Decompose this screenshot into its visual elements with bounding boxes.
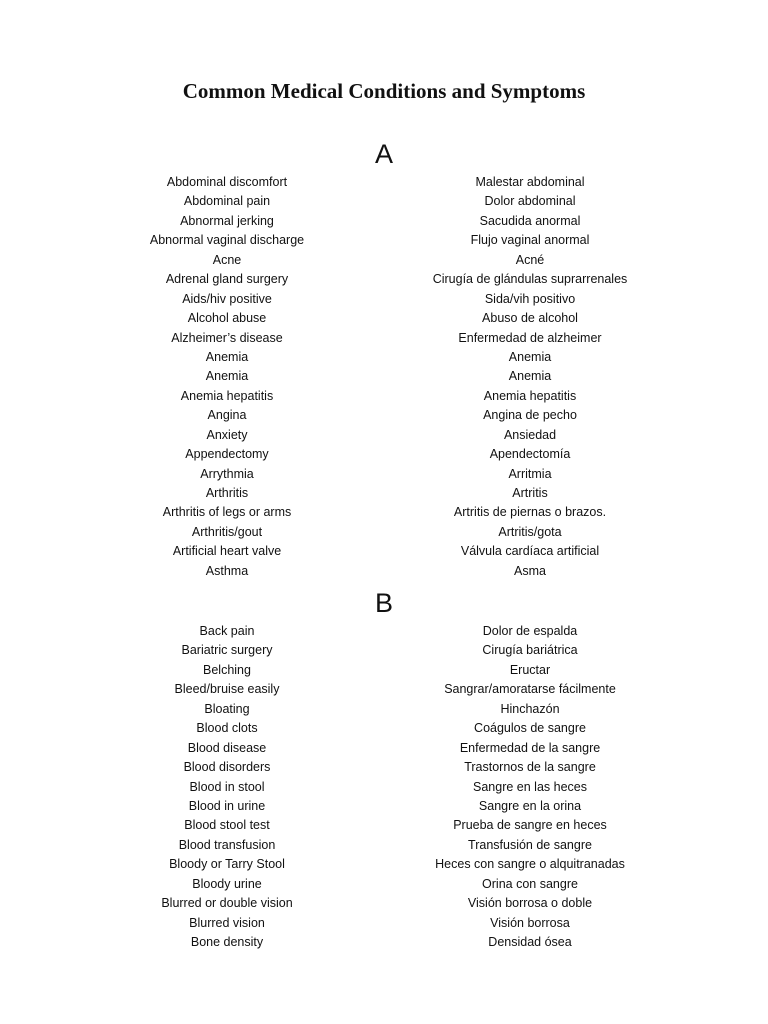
english-term: Bloody or Tarry Stool	[169, 857, 285, 872]
english-term: Anemia	[205, 349, 249, 364]
english-term: Bone density	[190, 935, 264, 949]
term-row	[0, 387, 768, 406]
term-row	[0, 173, 768, 192]
spanish-term: Enfermedad de alzheimer	[458, 330, 602, 345]
spanish-term: Densidad ósea	[488, 935, 572, 949]
section-b-list	[0, 622, 768, 952]
english-term: Angina	[207, 408, 247, 423]
english-term: Bariatric surgery	[181, 643, 273, 658]
term-row	[0, 836, 768, 855]
english-term: Alzheimer’s disease	[171, 330, 283, 345]
spanish-term: Ansiedad	[503, 427, 557, 442]
term-row	[0, 758, 768, 777]
spanish-term: Flujo vaginal anormal	[470, 233, 590, 248]
term-row	[0, 914, 768, 933]
term-row	[0, 212, 768, 231]
spanish-term: Anemia	[508, 369, 552, 384]
spanish-term: Heces con sangre o alquitranadas	[435, 857, 625, 872]
english-term: Blood disease	[187, 740, 267, 755]
english-term: Abdominal pain	[183, 194, 271, 209]
term-row	[0, 855, 768, 874]
term-row	[0, 290, 768, 309]
english-term: Adrenal gland surgery	[165, 272, 289, 287]
spanish-term: Acné	[515, 252, 545, 267]
term-row	[0, 348, 768, 367]
term-row	[0, 641, 768, 660]
term-row	[0, 622, 768, 641]
english-term: Anemia	[205, 369, 249, 384]
english-term: Abnormal jerking	[180, 213, 274, 228]
term-row	[0, 542, 768, 561]
spanish-term: Apendectomía	[489, 447, 571, 462]
term-row	[0, 739, 768, 758]
english-term: Acne	[212, 252, 242, 267]
english-term: Blurred or double vision	[161, 896, 293, 911]
english-term: Anxiety	[206, 427, 248, 442]
english-term: Belching	[203, 662, 251, 677]
spanish-term: Arritmia	[508, 466, 552, 481]
term-row	[0, 875, 768, 894]
spanish-term: Sangrar/amoratarse fácilmente	[444, 682, 616, 697]
english-term: Blurred vision	[189, 915, 265, 930]
spanish-term: Enfermedad de la sangre	[459, 740, 601, 755]
spanish-term: Cirugía bariátrica	[482, 643, 578, 658]
english-term: Arthritis/gout	[191, 524, 263, 539]
spanish-term: Sacudida anormal	[479, 213, 581, 228]
page-title: Common Medical Conditions and Symptoms	[182, 79, 586, 103]
spanish-term: Anemia	[508, 349, 552, 364]
spanish-term: Válvula cardíaca artificial	[460, 544, 600, 559]
term-row	[0, 680, 768, 699]
term-row	[0, 719, 768, 738]
spanish-term: Sangre en las heces	[473, 779, 587, 794]
section-a-list	[0, 173, 768, 581]
term-row	[0, 562, 768, 581]
spanish-term: Angina de pecho	[483, 408, 577, 423]
spanish-term: Dolor de espalda	[482, 624, 578, 638]
english-term: Blood clots	[196, 721, 258, 736]
term-row	[0, 270, 768, 289]
spanish-term: Artritis/gota	[498, 524, 562, 539]
english-term: Blood disorders	[183, 760, 271, 775]
term-row	[0, 661, 768, 680]
english-term: Arrythmia	[200, 466, 254, 481]
spanish-term: Malestar abdominal	[475, 175, 585, 189]
term-row	[0, 700, 768, 719]
english-term: Bloody urine	[192, 876, 262, 891]
english-term: Abnormal vaginal discharge	[149, 233, 305, 248]
spanish-term: Artritis	[512, 486, 548, 500]
spanish-term: Trastornos de la sangre	[464, 760, 596, 775]
term-row	[0, 503, 768, 522]
english-term: Blood in stool	[189, 779, 265, 794]
english-term: Aids/hiv positive	[182, 291, 272, 306]
term-row	[0, 309, 768, 328]
spanish-term: Hinchazón	[500, 701, 560, 716]
spanish-term: Dolor abdominal	[484, 194, 576, 209]
section-letter-b: B	[374, 588, 393, 618]
term-row	[0, 523, 768, 542]
english-term: Alcohol abuse	[187, 311, 267, 326]
spanish-term: Anemia hepatitis	[483, 388, 577, 403]
spanish-term: Sida/vih positivo	[484, 291, 576, 306]
term-row	[0, 406, 768, 425]
english-term: Blood transfusion	[178, 837, 276, 852]
term-row	[0, 445, 768, 464]
english-term: Anemia hepatitis	[180, 388, 274, 403]
english-term: Asthma	[205, 563, 249, 578]
spanish-term: Visión borrosa	[490, 915, 570, 930]
term-row	[0, 894, 768, 913]
spanish-term: Prueba de sangre en heces	[453, 818, 607, 833]
spanish-term: Cirugía de glándulas suprarrenales	[432, 272, 628, 287]
spanish-term: Abuso de alcohol	[482, 311, 578, 326]
term-row	[0, 484, 768, 503]
english-term: Back pain	[199, 624, 255, 638]
english-term: Artificial heart valve	[172, 544, 282, 559]
spanish-term: Sangre en la orina	[478, 798, 582, 813]
english-term: Blood in urine	[188, 798, 266, 813]
term-row	[0, 933, 768, 952]
term-row	[0, 367, 768, 386]
term-row	[0, 231, 768, 250]
spanish-term: Transfusión de sangre	[468, 837, 592, 852]
spanish-term: Orina con sangre	[482, 876, 578, 891]
term-row	[0, 465, 768, 484]
english-term: Abdominal discomfort	[166, 175, 288, 189]
term-row	[0, 192, 768, 211]
spanish-term: Eructar	[509, 662, 551, 677]
english-term: Blood stool test	[184, 818, 270, 833]
english-term: Bloating	[204, 701, 250, 716]
english-term: Arthritis of legs or arms	[162, 505, 292, 520]
spanish-term: Artritis de piernas o brazos.	[453, 505, 607, 520]
term-row	[0, 251, 768, 270]
term-row	[0, 797, 768, 816]
term-row	[0, 426, 768, 445]
spanish-term: Coágulos de sangre	[474, 721, 586, 736]
term-row	[0, 816, 768, 835]
english-term: Arthritis	[205, 486, 249, 500]
term-row	[0, 329, 768, 348]
term-row	[0, 778, 768, 797]
english-term: Bleed/bruise easily	[174, 682, 280, 697]
english-term: Appendectomy	[185, 447, 269, 462]
spanish-term: Visión borrosa o doble	[467, 896, 593, 911]
section-letter-a: A	[374, 139, 393, 169]
spanish-term: Asma	[514, 563, 546, 578]
